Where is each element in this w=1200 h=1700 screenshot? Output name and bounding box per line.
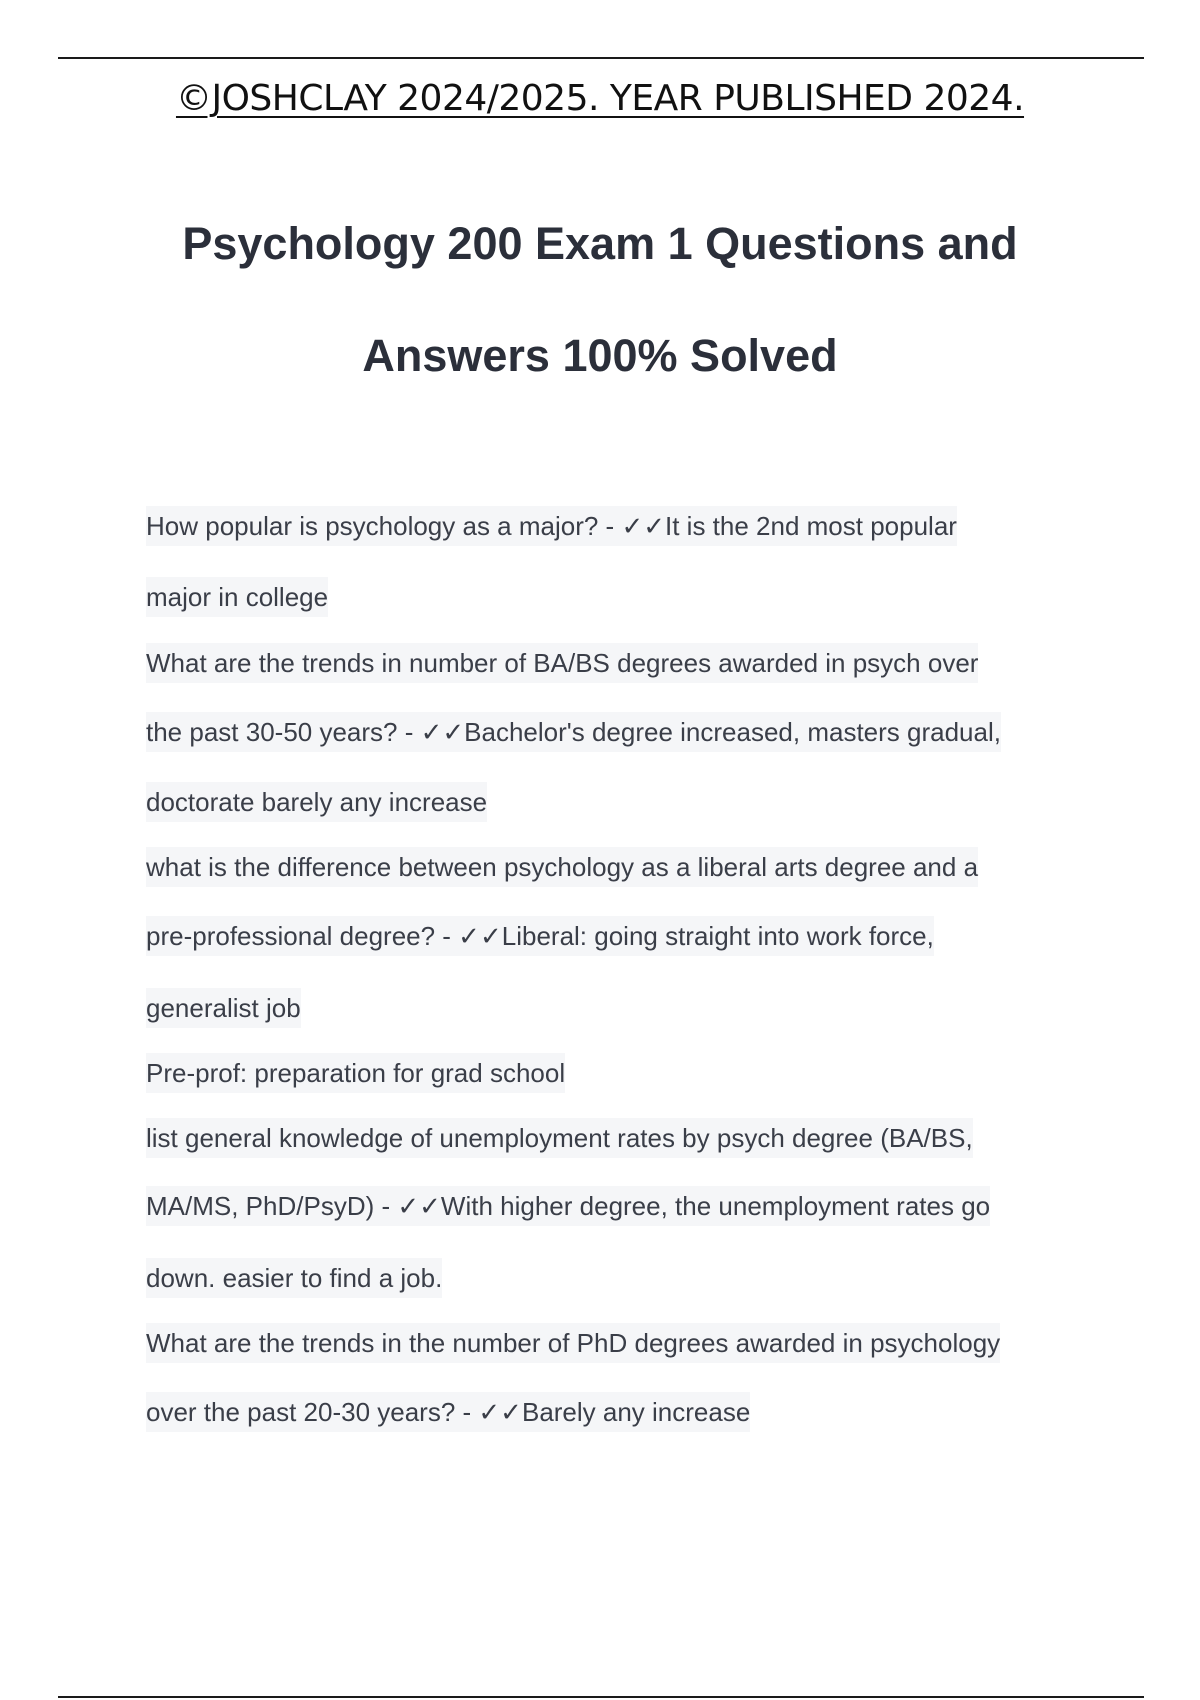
qa-line: list general knowledge of unemployment rates by psych degree (BA/BS, [146,1118,973,1158]
document-title-line-1: Psychology 200 Exam 1 Questions and [182,218,1018,269]
qa-line: generalist job [146,988,301,1028]
document-title-line-2: Answers 100% Solved [362,330,838,381]
bottom-rule [58,1696,1144,1698]
qa-line: major in college [146,577,328,617]
qa-line: MA/MS, PhD/PsyD) - ✓✓With higher degree, the unemployment rates go [146,1186,990,1226]
qa-line: How popular is psychology as a major? - ✓✓It is the 2nd most popular [146,506,957,546]
qa-content [146,0,1146,1700]
qa-line: What are the trends in the number of PhD degrees awarded in psychology [146,1323,1000,1363]
qa-line: doctorate barely any increase [146,782,487,822]
qa-line: What are the trends in number of BA/BS degrees awarded in psych over [146,643,978,683]
qa-line: down. easier to find a job. [146,1258,442,1298]
qa-line: pre-professional degree? - ✓✓Liberal: going straight into work force, [146,916,934,956]
qa-line: Pre-prof: preparation for grad school [146,1053,565,1093]
copyright-notice: ©JOSHCLAY 2024/2025. YEAR PUBLISHED 2024. [175,78,1025,119]
qa-line: the past 30-50 years? - ✓✓Bachelor's degree increased, masters gradual, [146,712,1001,752]
qa-line: over the past 20-30 years? - ✓✓Barely any increase [146,1392,750,1432]
qa-line: what is the difference between psychology as a liberal arts degree and a [146,847,978,887]
